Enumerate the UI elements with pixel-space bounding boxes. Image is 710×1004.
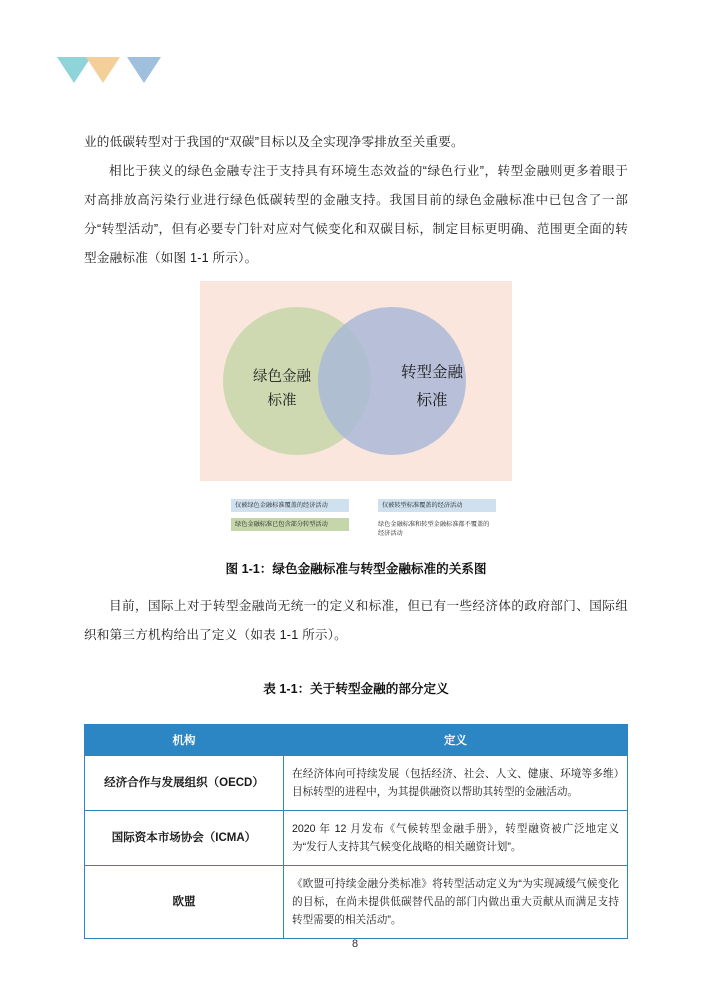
- triangle-orange-icon: [86, 57, 120, 83]
- paragraph-1: 业的低碳转型对于我国的“双碳”目标以及全实现净零排放至关重要。: [84, 135, 464, 149]
- legend-item-2: 绿色金融标准已包含部分转型活动: [231, 518, 349, 531]
- venn-legend: [200, 499, 512, 545]
- figure-caption: 图 1-1：绿色金融标准与转型金融标准的关系图: [225, 562, 487, 576]
- table-cell-org: 国际资本市场协会（ICMA）: [85, 811, 284, 866]
- legend-item-4: 绿色金融标准和转型金融标准都不覆盖的经济活动: [378, 521, 490, 537]
- table-header-definition: 定义: [284, 725, 628, 756]
- circle-green-finance-label: [234, 365, 330, 413]
- table-header-org: 机构: [85, 725, 284, 756]
- paragraph-3: 目前，国际上对于转型金融尚无统一的定义和标准，但已有一些经济体的政府部门、国际组织和第三方机构给出了定义（如表 1-1 所示）。: [84, 599, 628, 642]
- table-cell-definition: 在经济体向可持续发展（包括经济、社会、人文、健康、环境等多维）目标转型的进程中，为其提供融资以帮助其转型的金融活动。: [284, 756, 628, 811]
- table-cell-org: 经济合作与发展组织（OECD）: [85, 756, 284, 811]
- definitions-table: [84, 724, 628, 939]
- table-cell-org: 欧盟: [85, 866, 284, 939]
- table-header-row: [85, 725, 628, 756]
- circle-green-finance-label-line1: 绿色金融: [253, 369, 311, 385]
- circle-transition-finance-label-line1: 转型金融: [400, 364, 463, 381]
- table-row: [85, 811, 628, 866]
- body-text-middle: [84, 592, 628, 650]
- page-number: 8: [351, 938, 359, 950]
- table-caption: 表 1-1：关于转型金融的部分定义: [263, 682, 449, 696]
- circle-transition-finance-label: [384, 359, 480, 415]
- table-row: [85, 866, 628, 939]
- table-cell-definition: 《欧盟可持续金融分类标准》将转型活动定义为“为实现减缓气候变化的目标，在尚未提供低碳替代品的部门内做出重大贡献从而满足支持转型需要的相关活动”。: [284, 866, 628, 939]
- circle-green-finance-label-line2: 标准: [267, 393, 297, 409]
- table-cell-definition: 2020 年 12 月发布《气候转型金融手册》，转型融资被广泛地定义为“发行人支持其气候变化战略的相关融资计划”。: [284, 811, 628, 866]
- triangle-blue-icon: [127, 57, 161, 83]
- venn-diagram: [200, 281, 512, 481]
- figure-venn: [200, 281, 512, 545]
- table-row: [85, 756, 628, 811]
- paragraph-2: 相比于狭义的绿色金融专注于支持具有环境生态效益的“绿色行业”，转型金融则更多着眼于对高排放高污染行业进行绿色低碳转型的金融支持。我国目前的绿色金融标准中已包含了一部分“转型活动”，但有必要专门针对应对气候变化和双碳目标，制定目标更明确、范围更全面的转型金融标准（如图 1-1 所示）。: [84, 164, 628, 265]
- legend-item-3: 仅被转型标准覆盖的经济活动: [378, 499, 496, 512]
- circle-transition-finance-label-line2: 标准: [416, 392, 448, 409]
- body-text-top: [84, 128, 628, 273]
- legend-item-1: 仅被绿色金融标准覆盖的经济活动: [231, 499, 349, 512]
- header-decoration: [57, 57, 187, 85]
